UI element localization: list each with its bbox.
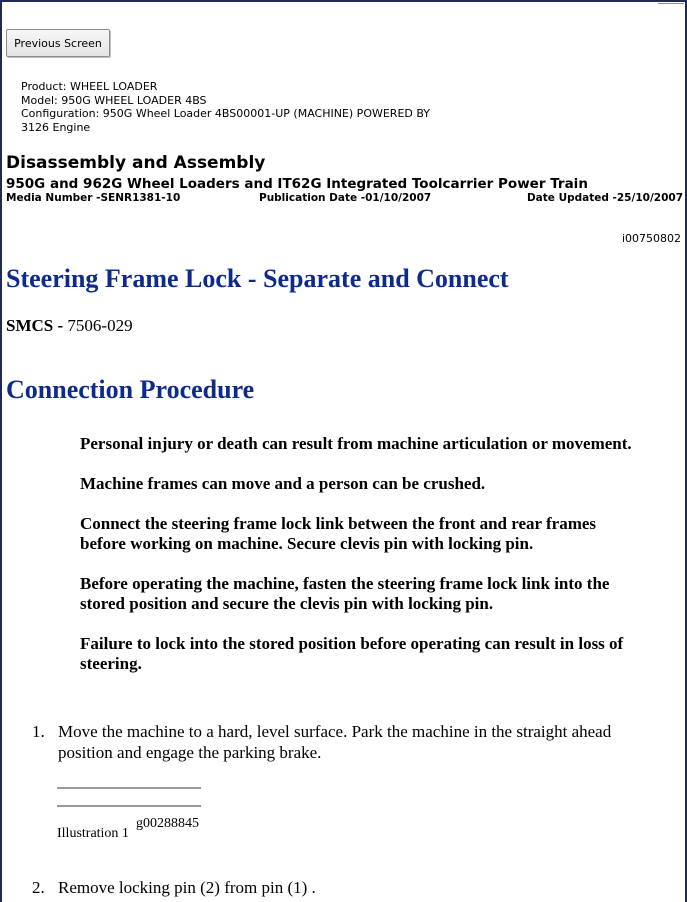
smcs-value: 7506-029 (67, 316, 133, 335)
smcs-label: SMCS - (6, 316, 64, 335)
warning-paragraph: Machine frames can move and a person can be crushed. (80, 474, 486, 493)
step-number: 1. (32, 722, 45, 741)
illustration-top-rule (57, 787, 201, 789)
smcs-code (6, 316, 133, 336)
document-id: i00750802 (621, 232, 681, 245)
section-title: Connection Procedure (6, 375, 255, 404)
step-text: Move the machine to a hard, level surface. Park the machine in the straight ahead position and engage the parking brake. (58, 722, 612, 762)
illustration-bottom-rule (57, 805, 201, 807)
document-type: Disassembly and Assembly (6, 153, 266, 173)
illustration-caption: Illustration 1 (57, 826, 129, 841)
scroll-indicator (658, 3, 684, 4)
publication-date: Publication Date -01/10/2007 (259, 192, 432, 204)
warning-paragraph: Before operating the machine, fasten the steering frame lock link into the stored position and secure the clevis pin with locking pin. (80, 574, 610, 613)
product-line: Product: WHEEL LOADER (21, 80, 158, 93)
previous-screen-button[interactable]: Previous Screen (6, 29, 110, 57)
illustration-id: g00288845 (136, 816, 199, 831)
page-title: Steering Frame Lock - Separate and Connect (6, 264, 509, 293)
step-number: 2. (32, 878, 45, 897)
date-updated: Date Updated -25/10/2007 (526, 192, 683, 204)
product-info (21, 80, 461, 134)
warning-paragraph: Failure to lock into the stored position before operating can result in loss of steering. (80, 634, 624, 673)
document-subtitle: 950G and 962G Wheel Loaders and IT62G Integrated Toolcarrier Power Train (6, 176, 588, 192)
warning-paragraph: Personal injury or death can result from machine articulation or movement. (80, 434, 632, 453)
warning-paragraph: Connect the steering frame lock link between the front and rear frames before working on machine. Secure clevis pin with locking pin. (80, 514, 597, 553)
configuration-line: Configuration: 950G Wheel Loader 4BS00001-UP (MACHINE) POWERED BY 3126 Engine (21, 107, 431, 134)
media-number: Media Number -SENR1381-10 (6, 192, 181, 204)
warning-block (80, 434, 640, 694)
step-text: Remove locking pin (2) from pin (1) . (58, 878, 316, 897)
model-line: Model: 950G WHEEL LOADER 4BS (21, 93, 207, 107)
